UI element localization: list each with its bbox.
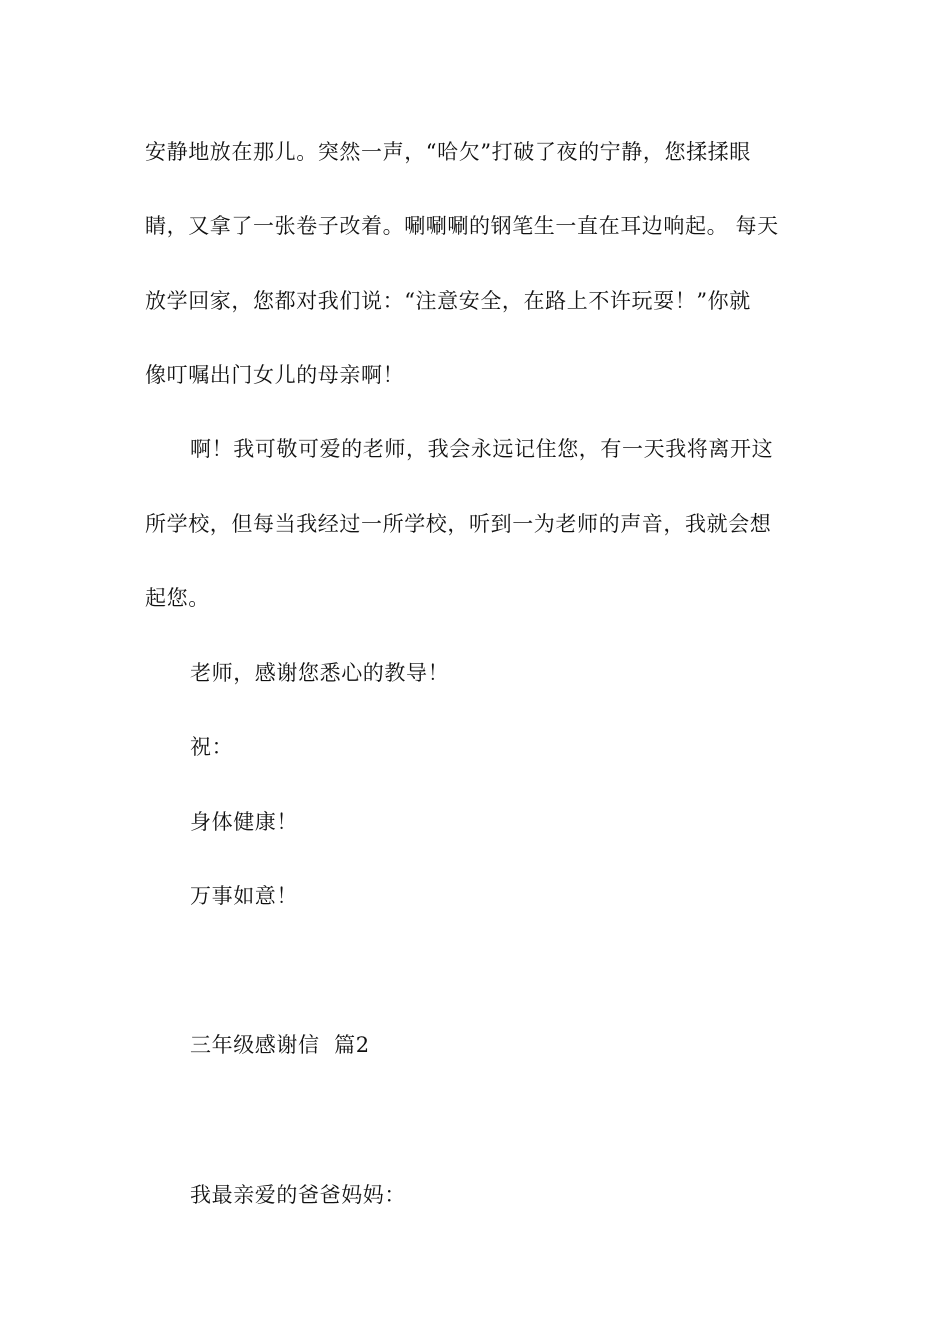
wish-luck: 万事如意！ (190, 884, 298, 908)
paragraph2-line1: 啊！我可敬可爱的老师，我会永远记住您，有一天我将离开这 (190, 437, 774, 461)
paragraph1-line1: 安静地放在那儿。突然一声，“哈欠”打破了夜的宁静，您揉揉眼 (145, 140, 751, 164)
paragraph2-line2: 所学校，但每当我经过一所学校，听到一为老师的声音，我就会想 (145, 512, 772, 536)
wish-label: 祝： (190, 735, 234, 759)
wish-health: 身体健康！ (190, 810, 298, 834)
paragraph1-line3: 放学回家，您都对我们说：“注意安全，在路上不许玩耍！”你就 (145, 289, 751, 313)
thanks-line: 老师，感谢您悉心的教导！ (190, 661, 450, 685)
paragraph1-line2: 睛，又拿了一张卷子改着。唰唰唰的钢笔生一直在耳边响起。 每天 (145, 214, 779, 238)
salutation: 我最亲爱的爸爸妈妈： (190, 1183, 406, 1207)
section-title: 三年级感谢信 篇2 (190, 1033, 370, 1057)
paragraph2-line3: 起您。 (145, 586, 210, 610)
paragraph1-line4: 像叮嘱出门女儿的母亲啊！ (145, 363, 405, 387)
